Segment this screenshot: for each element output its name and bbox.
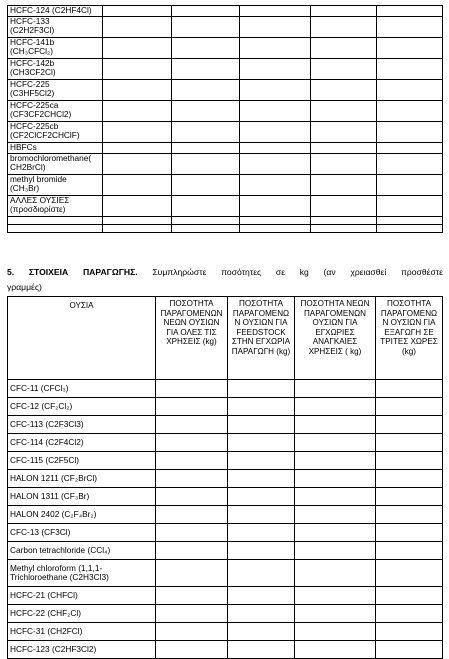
table-row [8, 524, 443, 542]
quantity-cell[interactable] [172, 175, 240, 196]
table-row [8, 101, 443, 122]
quantity-cell[interactable] [240, 59, 311, 80]
quantity-cell[interactable] [376, 434, 443, 452]
quantity-cell[interactable] [172, 6, 240, 17]
substance-label: HCFC-31 (CH2FCl) [8, 623, 156, 641]
substance-label: HCFC-225 (C3HF5Cl2) [8, 80, 103, 101]
quantity-cell[interactable] [228, 560, 295, 587]
substance-label: CFC-11 (CFCl₃) [8, 380, 156, 398]
quantity-cell[interactable] [156, 434, 228, 452]
empty-cell[interactable] [377, 225, 443, 233]
table-row [8, 542, 443, 560]
quantity-cell[interactable] [156, 542, 228, 560]
col-header-new-production: ΠΟΣΟΤΗΤΑ ΠΑΡΑΓΟΜΕΝΩΝ ΝΕΩΝ ΟΥΣΙΩΝ ΓΙΑ ΟΛΕΣ ΤΙΣ ΧΡΗΣΕΙΣ (kg) [156, 297, 228, 380]
table-row [8, 17, 443, 38]
table-row [8, 452, 443, 470]
table-row [8, 398, 443, 416]
empty-cell[interactable] [8, 217, 103, 225]
section-5-instructions: Συμπληρώστε ποσότητες σε kg (αν χρειασθεί προσθέστε [137, 267, 443, 277]
quantity-cell[interactable] [377, 80, 443, 101]
quantity-cell[interactable] [172, 143, 240, 154]
quantity-cell[interactable] [240, 17, 311, 38]
quantity-cell[interactable] [172, 80, 240, 101]
quantity-cell[interactable] [376, 416, 443, 434]
quantity-cell[interactable] [172, 122, 240, 143]
table-row [8, 59, 443, 80]
quantity-cell[interactable] [377, 59, 443, 80]
quantity-cell[interactable] [377, 17, 443, 38]
quantity-cell[interactable] [228, 524, 295, 542]
quantity-cell[interactable] [376, 488, 443, 506]
quantity-cell[interactable] [311, 175, 377, 196]
quantity-cell[interactable] [376, 380, 443, 398]
quantity-cell[interactable] [240, 154, 311, 175]
quantity-cell[interactable] [156, 488, 228, 506]
table-row [8, 6, 443, 17]
quantity-cell[interactable] [156, 524, 228, 542]
table-row [8, 506, 443, 524]
quantity-cell[interactable] [376, 605, 443, 623]
quantity-cell[interactable] [295, 506, 376, 524]
table-row [8, 38, 443, 59]
quantity-cell[interactable] [228, 488, 295, 506]
quantity-cell[interactable] [103, 17, 172, 38]
quantity-cell[interactable] [240, 6, 311, 17]
empty-cell[interactable] [103, 225, 172, 233]
table-row [8, 605, 443, 623]
empty-cell[interactable] [311, 225, 377, 233]
quantity-cell[interactable] [376, 470, 443, 488]
table-row [8, 80, 443, 101]
quantity-cell[interactable] [103, 143, 172, 154]
substance-label: HBFCs [8, 143, 103, 154]
table-row [8, 587, 443, 605]
quantity-cell[interactable] [295, 380, 376, 398]
section-5-instructions-cont: γραμμές) [7, 282, 42, 292]
table-row [8, 416, 443, 434]
quantity-cell[interactable] [295, 560, 376, 587]
empty-row [8, 217, 443, 225]
quantity-cell[interactable] [103, 80, 172, 101]
quantity-cell[interactable] [311, 17, 377, 38]
quantity-cell[interactable] [156, 380, 228, 398]
quantity-cell[interactable] [103, 154, 172, 175]
substance-label: HCFC-225ca (CF3CF2CHCl2) [8, 101, 103, 122]
quantity-cell[interactable] [103, 59, 172, 80]
quantity-cell[interactable] [103, 101, 172, 122]
quantity-cell[interactable] [240, 175, 311, 196]
quantity-cell[interactable] [240, 101, 311, 122]
substance-label: CFC-114 (C2F4Cl2) [8, 434, 156, 452]
quantity-cell[interactable] [376, 623, 443, 641]
quantity-cell[interactable] [228, 542, 295, 560]
substance-label: CFC-113 (C2F3Cl3) [8, 416, 156, 434]
quantity-cell[interactable] [103, 6, 172, 17]
quantity-cell[interactable] [156, 605, 228, 623]
quantity-cell[interactable] [156, 506, 228, 524]
substance-label: HCFC-21 (CHFCl) [8, 587, 156, 605]
table-row [8, 196, 443, 217]
quantity-cell[interactable] [156, 587, 228, 605]
col-header-export: ΠΟΣΟΤΗΤΑ ΠΑΡΑΓΟΜΕΝΩ Ν ΟΥΣΙΩΝ ΓΙΑ ΕΞΑΓΩΓΗ ΣΕ ΤΡΙΤΕΣ ΧΩΡΕΣ (kg) [376, 297, 443, 380]
substance-label: CFC-13 (CF3Cl) [8, 524, 156, 542]
empty-cell[interactable] [172, 217, 240, 225]
quantity-cell[interactable] [295, 542, 376, 560]
quantity-cell[interactable] [156, 470, 228, 488]
quantity-cell[interactable] [103, 122, 172, 143]
substance-label: bromochloromethane( CH2BrCl) [8, 154, 103, 175]
quantity-cell[interactable] [377, 196, 443, 217]
quantity-cell[interactable] [240, 196, 311, 217]
quantity-cell[interactable] [240, 143, 311, 154]
substance-label: Carbon tetrachloride (CCl₄) [8, 542, 156, 560]
quantity-cell[interactable] [376, 398, 443, 416]
quantity-cell[interactable] [228, 398, 295, 416]
quantity-cell[interactable] [311, 143, 377, 154]
quantity-cell[interactable] [240, 80, 311, 101]
quantity-cell[interactable] [228, 452, 295, 470]
quantity-cell[interactable] [240, 122, 311, 143]
quantity-cell[interactable] [295, 434, 376, 452]
quantity-cell[interactable] [172, 101, 240, 122]
quantity-cell[interactable] [156, 398, 228, 416]
substance-label: CFC-115 (C2F5Cl) [8, 452, 156, 470]
substance-label: methyl bromide (CH₃Br) [8, 175, 103, 196]
quantity-cell[interactable] [295, 641, 376, 659]
substance-label: HALON 2402 (C₂F₄Br₂) [8, 506, 156, 524]
production-table-header [8, 297, 443, 380]
table-row [8, 470, 443, 488]
quantity-cell[interactable] [156, 560, 228, 587]
substance-label: HCFC-123 (C2HF3Cl2) [8, 641, 156, 659]
table-row [8, 143, 443, 154]
quantity-cell[interactable] [377, 101, 443, 122]
quantity-cell[interactable] [228, 434, 295, 452]
quantity-cell[interactable] [228, 605, 295, 623]
quantity-cell[interactable] [376, 641, 443, 659]
substance-label: HALON 1211 (CF₂BrCl) [8, 470, 156, 488]
substance-label: HCFC-142b (CH3CF2Cl) [8, 59, 103, 80]
quantity-cell[interactable] [295, 524, 376, 542]
quantity-cell[interactable] [228, 506, 295, 524]
substance-label: CFC-12 (CF₂Cl₂) [8, 398, 156, 416]
substance-label: HCFC-225cb (CF2ClCF2CHClF) [8, 122, 103, 143]
empty-cell[interactable] [240, 217, 311, 225]
quantity-cell[interactable] [172, 38, 240, 59]
substance-label: HCFC-22 (CHF₂Cl) [8, 605, 156, 623]
quantity-cell[interactable] [376, 452, 443, 470]
quantity-cell[interactable] [156, 641, 228, 659]
quantity-cell[interactable] [376, 542, 443, 560]
section-5-heading [7, 265, 443, 280]
quantity-cell[interactable] [376, 587, 443, 605]
quantity-cell[interactable] [295, 605, 376, 623]
quantity-cell[interactable] [295, 587, 376, 605]
col-header-feedstock: ΠΟΣΟΤΗΤΑ ΠΑΡΑΓΟΜΕΝΩ Ν ΟΥΣΙΩΝ ΓΙΑ FEEDSTOCK ΣΤΗΝ ΕΓΧΩΡΙΑ ΠΑΡΑΓΩΓΗ (kg) [228, 297, 295, 380]
empty-cell[interactable] [103, 217, 172, 225]
quantity-cell[interactable] [295, 470, 376, 488]
production-table [7, 296, 443, 659]
quantity-cell[interactable] [295, 416, 376, 434]
quantity-cell[interactable] [295, 398, 376, 416]
quantity-cell[interactable] [295, 488, 376, 506]
quantity-cell[interactable] [172, 17, 240, 38]
quantity-cell[interactable] [376, 506, 443, 524]
table-row [8, 122, 443, 143]
quantity-cell[interactable] [156, 416, 228, 434]
quantity-cell[interactable] [156, 452, 228, 470]
substances-consumption-table [7, 5, 443, 233]
quantity-cell[interactable] [103, 175, 172, 196]
section-5-title: 5. ΣΤΟΙΧΕΙΑ ΠΑΡΑΓΩΓΗΣ. [7, 267, 138, 277]
table-row [8, 154, 443, 175]
quantity-cell[interactable] [376, 560, 443, 587]
quantity-cell[interactable] [228, 470, 295, 488]
empty-cell[interactable] [311, 217, 377, 225]
quantity-cell[interactable] [377, 175, 443, 196]
quantity-cell[interactable] [311, 59, 377, 80]
table-row [8, 380, 443, 398]
quantity-cell[interactable] [295, 623, 376, 641]
quantity-cell[interactable] [311, 122, 377, 143]
substance-label: HCFC-124 (C2HF4Cl) [8, 6, 103, 17]
substance-label: HCFC-133 (C2H2F3Cl) [8, 17, 103, 38]
table-row [8, 434, 443, 452]
quantity-cell[interactable] [172, 59, 240, 80]
col-header-substance: ΟΥΣΙΑ [8, 297, 156, 380]
quantity-cell[interactable] [228, 641, 295, 659]
empty-cell[interactable] [8, 225, 103, 233]
empty-cell[interactable] [172, 225, 240, 233]
quantity-cell[interactable] [311, 101, 377, 122]
quantity-cell[interactable] [311, 38, 377, 59]
quantity-cell[interactable] [156, 623, 228, 641]
empty-row [8, 225, 443, 233]
quantity-cell[interactable] [377, 6, 443, 17]
quantity-cell[interactable] [377, 122, 443, 143]
table-row [8, 488, 443, 506]
table-row [8, 623, 443, 641]
quantity-cell[interactable] [228, 623, 295, 641]
quantity-cell[interactable] [295, 452, 376, 470]
quantity-cell[interactable] [103, 38, 172, 59]
quantity-cell[interactable] [377, 143, 443, 154]
quantity-cell[interactable] [172, 154, 240, 175]
quantity-cell[interactable] [377, 154, 443, 175]
quantity-cell[interactable] [376, 524, 443, 542]
quantity-cell[interactable] [311, 154, 377, 175]
empty-cell[interactable] [240, 225, 311, 233]
quantity-cell[interactable] [228, 587, 295, 605]
substance-label: ΑΛΛΕΣ ΟΥΣΙΕΣ (προσδιορίστε) [8, 196, 103, 217]
table-row [8, 641, 443, 659]
quantity-cell[interactable] [240, 38, 311, 59]
substance-label: Methyl chloroform (1,1,1- Trichloroethane (C2H3Cl3) [8, 560, 156, 587]
substance-label: HCFC-141b (CH₃CFCl₂) [8, 38, 103, 59]
quantity-cell[interactable] [311, 196, 377, 217]
quantity-cell[interactable] [377, 38, 443, 59]
substance-label: HALON 1311 (CF₃Br) [8, 488, 156, 506]
table-row [8, 175, 443, 196]
col-header-essential-uses: ΠΟΣΟΤΗΤΑ ΝΕΩΝ ΠΑΡΑΓΟΜΕΝΩΝ ΟΥΣΙΩΝ ΓΙΑ ΕΓΧΩΡΙΕΣ ΑΝΑΓΚΑΙΕΣ ΧΡΗΣΕΙΣ ( kg) [295, 297, 376, 380]
quantity-cell[interactable] [228, 416, 295, 434]
quantity-cell[interactable] [103, 196, 172, 217]
quantity-cell[interactable] [228, 380, 295, 398]
empty-cell[interactable] [377, 217, 443, 225]
quantity-cell[interactable] [311, 80, 377, 101]
quantity-cell[interactable] [172, 196, 240, 217]
table-row [8, 560, 443, 587]
quantity-cell[interactable] [311, 6, 377, 17]
